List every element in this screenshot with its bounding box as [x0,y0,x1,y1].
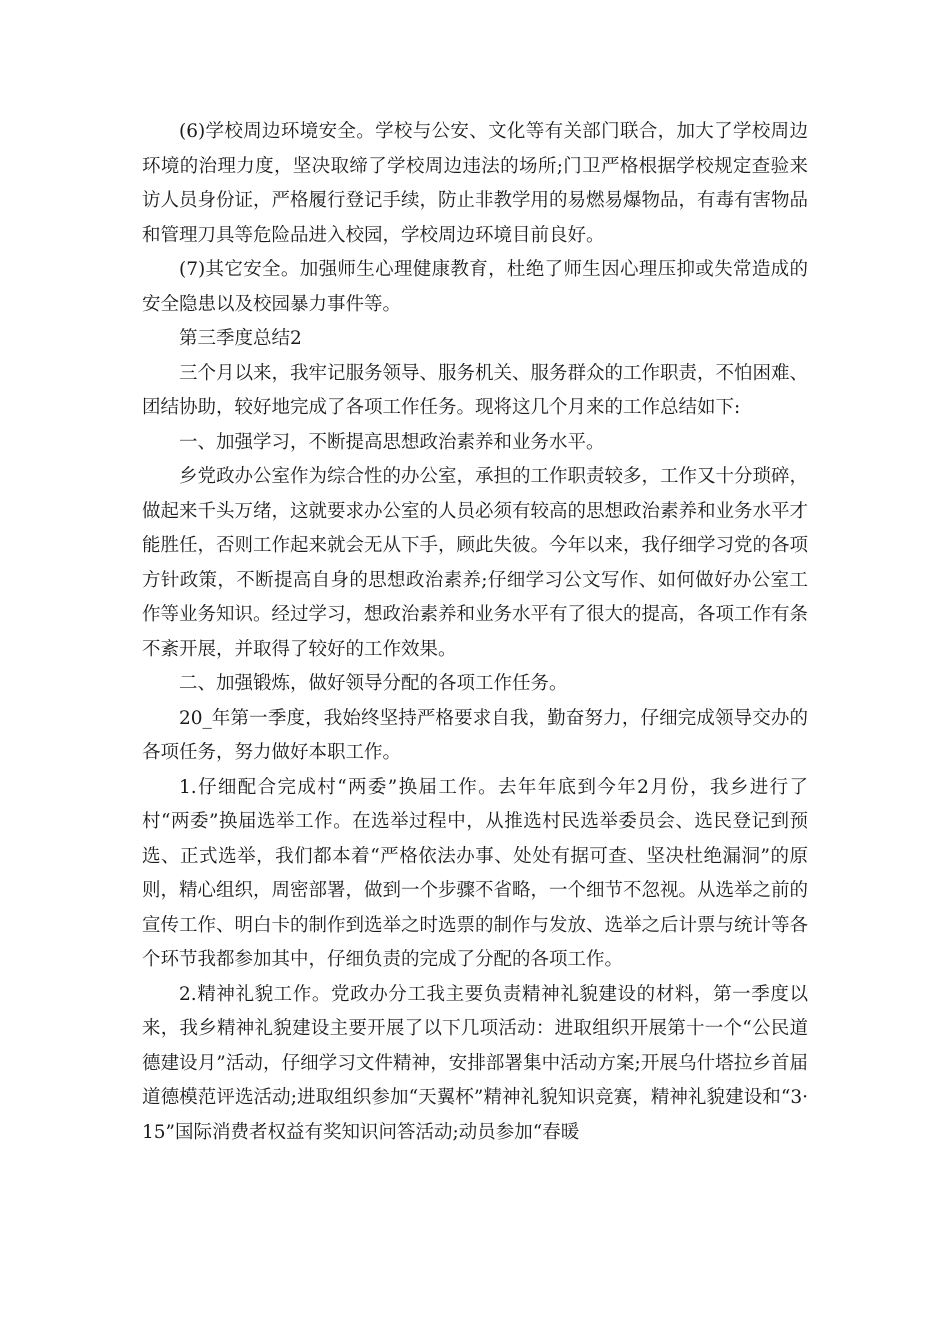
paragraph-spiritual-civilization: 2.精神礼貌工作。党政办分工我主要负责精神礼貌建设的材料，第一季度以来，我乡精神礼貌建设主要开展了以下几项活动：进取组织开展第十一个“公民道德建设月”活动，仔细学习文件精神，安排部署集中活动方案;开展乌什塔拉乡首届道德模范评选活动;进取组织参加“天翼杯”精神礼貌知识竞赛，精神礼貌建设和“3·15”国际消费者权益有奖知识问答活动;动员参加“春暖 [142,983,808,1143]
heading-strengthen-training: 二、加强锻炼，做好领导分配的各项工作任务。 [179,673,568,694]
paragraph-village-election: 1.仔细配合完成村“两委”换届工作。去年年底到今年2月份，我乡进行了村“两委”换届选举工作。在选举过程中，从推选村民选举委员会、选民登记到预选、正式选举，我们都本着“严格依法办事、处处有据可查、坚决杜绝漏洞”的原则，精心组织，周密部署，做到一个步骤不省略，一个细节不忽视。从选举之前的宣传工作、明白卡的制作到选举之时选票的制作与发放、选举之后计票与统计等各个环节我都参加其中，仔细负责的完成了分配的各项工作。 [142,776,809,970]
paragraph-first-quarter: 20_年第一季度，我始终坚持严格要求自我，勤奋努力，仔细完成领导交办的各项任务，努力做好本职工作。 [142,707,808,763]
paragraph-school-surroundings-safety: (6)学校周边环境安全。学校与公安、文化等有关部门联合，加大了学校周边环境的治理力度，坚决取缔了学校周边违法的场所;门卫严格根据学校规定查验来访人员身份证，严格履行登记手续，防止非教学用的易燃易爆物品，有毒有害物品和管理刀具等危险品进入校园，学校周边环境目前良好。 [142,121,809,246]
section-title-q3-summary-2: 第三季度总结2 [179,328,302,349]
paragraph-other-safety: (7)其它安全。加强师生心理健康教育，杜绝了师生因心理压抑或失常造成的安全隐患以及校园暴力事件等。 [142,259,808,315]
paragraph-intro: 三个月以来，我牢记服务领导、服务机关、服务群众的工作职责，不怕困难、团结协助，较好地完成了各项工作任务。现将这几个月来的工作总结如下: [142,362,809,418]
document-page [142,115,808,1150]
heading-strengthen-study: 一、加强学习，不断提高思想政治素养和业务水平。 [179,431,605,453]
paragraph-office-study: 乡党政办公室作为综合性的办公室，承担的工作职责较多，工作又十分琐碎，做起来千头万绪，这就要求办公室的人员必须有较高的思想政治素养和业务水平才能胜任，否则工作起来就会无从下手，顾此失彼。今年以来，我仔细学习党的各项方针政策，不断提高自身的思想政治素养;仔细学习公文写作、如何做好办公室工作等业务知识。经过学习，想政治素养和业务水平有了很大的提高，各项工作有条不紊开展，并取得了较好的工作效果。 [142,466,809,660]
